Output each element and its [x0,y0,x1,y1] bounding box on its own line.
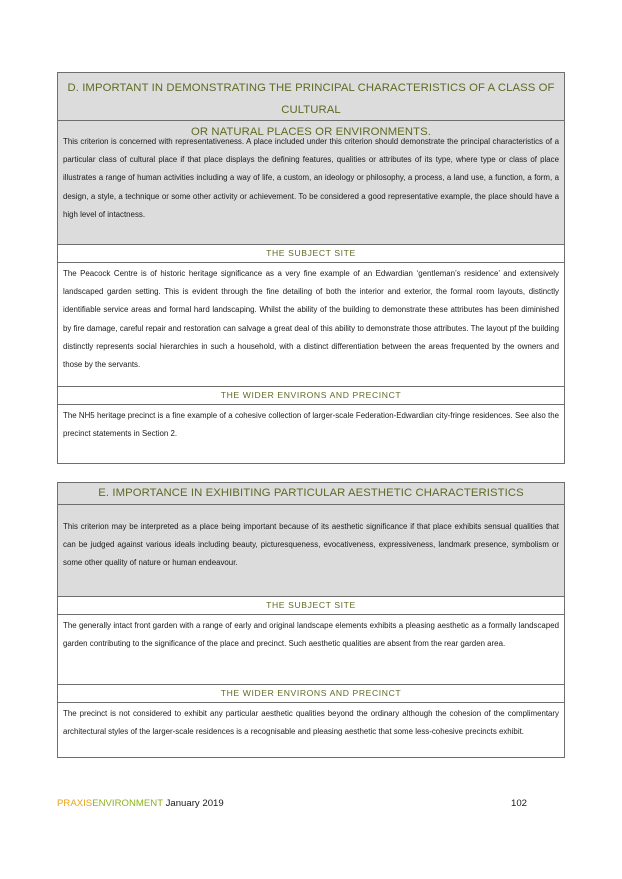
page-number: 102 [511,798,528,809]
criterion-e-subject-site-text: The generally intact front garden with a range of early and original landscape elements exhibits a pleasing aesthetic as a formally landscaped garden contributing to the significance of the place and precinct. Such aesthetic qualities are absent from the rear garden area. [58,615,564,685]
criterion-d-wider-heading: THE WIDER ENVIRONS AND PRECINCT [58,387,564,405]
criterion-e-wider-text: The precinct is not considered to exhibit any particular aesthetic qualities beyond the ordinary although the cohesion of the complimentary architectural styles of the larger-scale residences is a recognisable and pleasing aesthetic that some less-cohesive precincts exhibit. [63,709,559,737]
criterion-d-heading-line2: OR NATURAL PLACES OR ENVIRONMENTS. [190,126,432,138]
criterion-d-description: This criterion is concerned with representativeness. A place included under this criterion should demonstrate the principal characteristics of a particular class of cultural place if that place displays the defining features, qualities or attributes of its type, where type or class of place illustrates a range of human activities including a way of life, a custom, an ideology or philosophy, a process, a land use, a function, a form, a design, a style, a technique or some other activity or achievement. To be considered a good representative example, the place should have a high level of intactness. [58,121,564,245]
criterion-e-subject-site-heading: THE SUBJECT SITE [58,597,564,615]
criterion-d-wider-text: The NH5 heritage precinct is a fine example of a cohesive collection of larger-scale Federation-Edwardian city-fringe residences. See also the precinct statements in Section 2. [63,411,559,439]
criterion-e-description: This criterion may be interpreted as a place being important because of its aesthetic significance if that place exhibits sensual qualities that can be judged against various ideals including beauty, picturesqueness, evocativeness, expressiveness, landmark presence, symbolism or some other quality of nature or human endeavour. [58,505,564,597]
criterion-d-subject-site-text: The Peacock Centre is of historic heritage significance as a very fine example of an Edwardian ‘gentleman’s residence’ and extensively landscaped garden setting. This is evident through the fine detailing of both the interior and exterior, the formal room layouts, distinctly identifiable service areas and formal hard landscaping. Whilst the ability of the building to demonstrate these attributes has been diminished by fire damage, careful repair and restoration can salvage a great deal of this ability to demonstrate those attributes. The layout pf the building distinctly represents social hierarchies in such a household, with a distinct differentiation between the areas frequented by the owners and those by the servants. [58,263,564,387]
criterion-d-heading-line1: D. IMPORTANT IN DEMONSTRATING THE PRINCIPAL CHARACTERISTICS OF A CLASS OF CULTURAL [67,82,555,116]
criterion-d-heading [58,73,564,138]
criterion-e-wider-heading: THE WIDER ENVIRONS AND PRECINCT [58,685,564,703]
criterion-d-table [57,72,565,464]
criterion-d-subject-site-heading: THE SUBJECT SITE [58,245,564,263]
criterion-e-table [57,482,565,758]
footer-brand-praxis: PRAXIS [57,798,93,809]
footer-brand-environment: ENVIRONMENT [92,798,163,809]
footer-brand [57,798,224,809]
criterion-e-heading: E. IMPORTANCE IN EXHIBITING PARTICULAR AESTHETIC CHARACTERISTICS [58,483,564,505]
footer-date: January 2019 [162,798,224,809]
